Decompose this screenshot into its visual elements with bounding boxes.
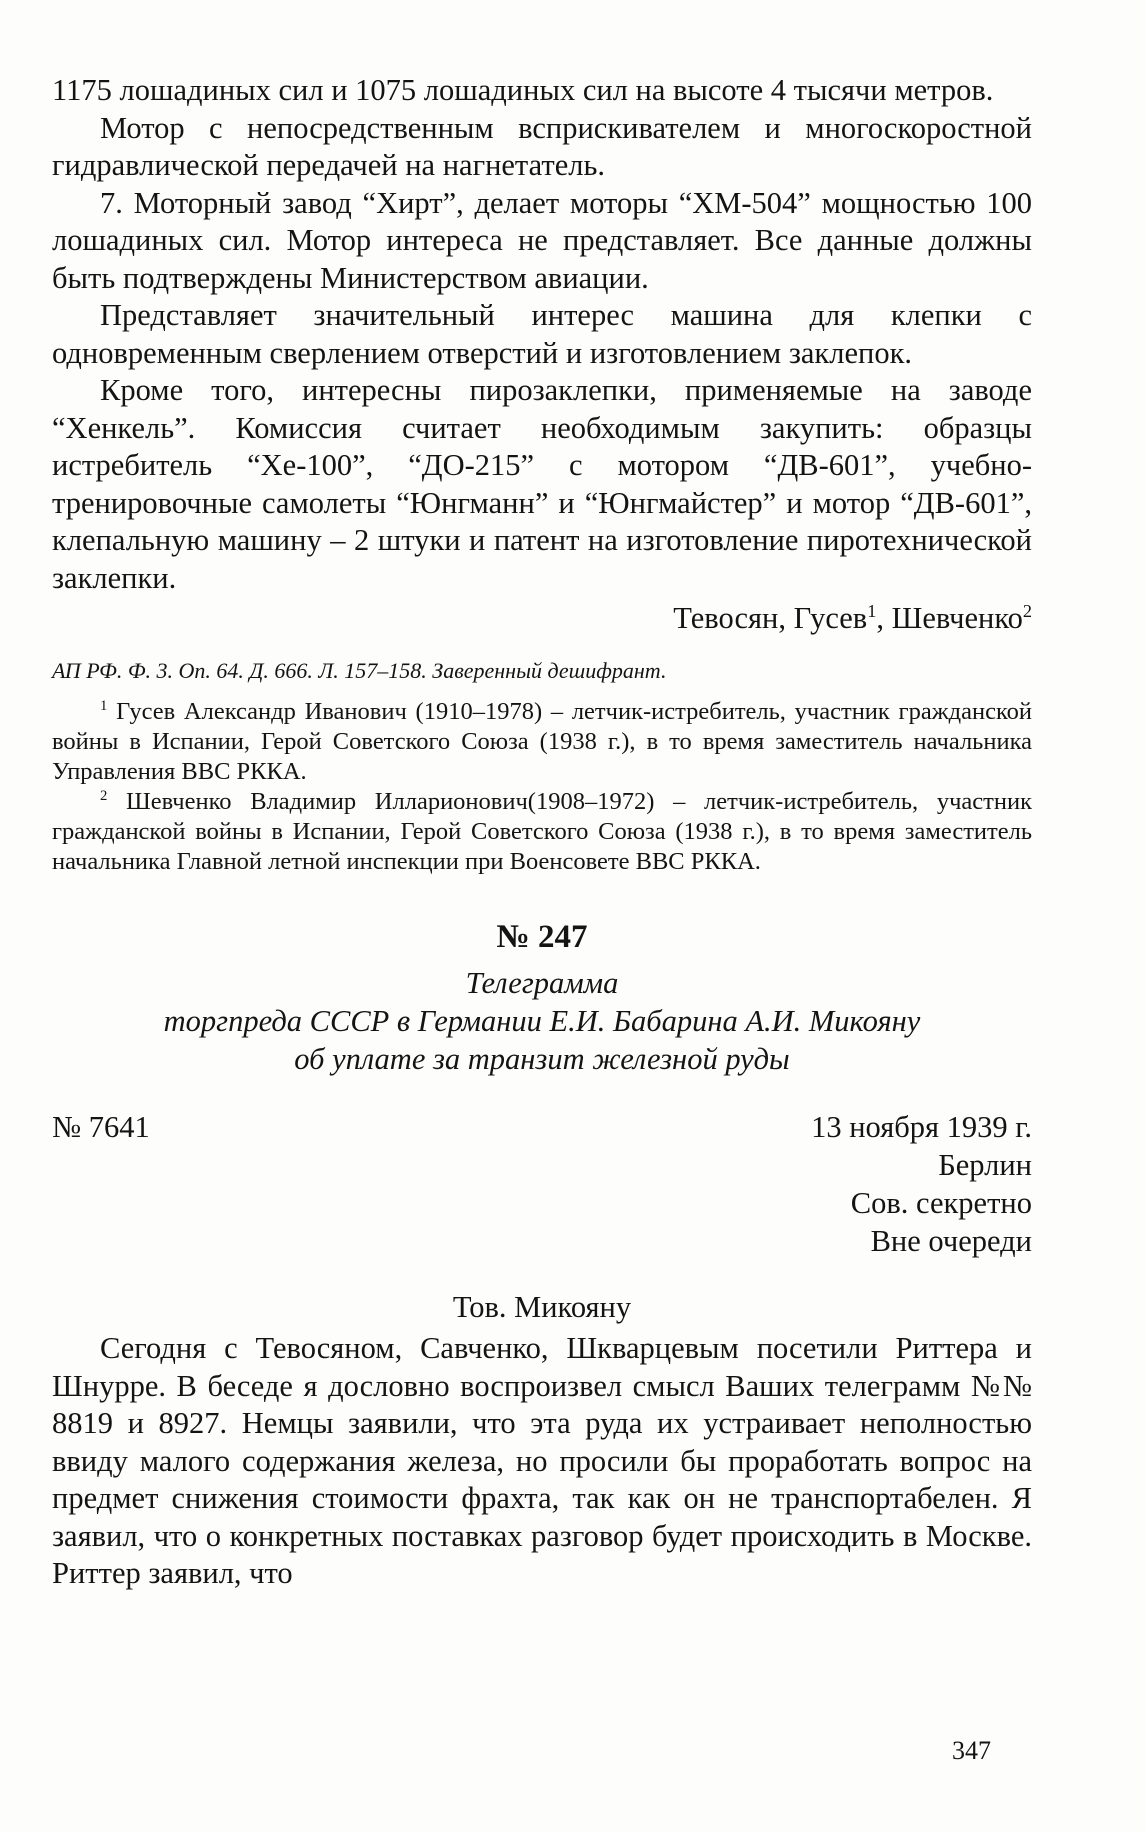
document-number: № 247 <box>496 919 588 955</box>
paragraph-5: Кроме того, интересны пирозаклепки, применяемые на заводе “Хенкель”. Комиссия считает необходимым закупить: образцы истребитель “Хе-100”, “ДО-215” с мотором “ДВ-601”, учебно-тренировочные самолеты “Юнгманн” и “Юнгмайстер” и мотор “ДВ-601”, клепальную машину – 2 штуки и патент на изготовление пиротехнической заклепки. <box>52 373 1032 595</box>
paragraph-3: 7. Моторный завод “Хирт”, делает моторы “ХМ-504” мощностью 100 лошадиных сил. Мотор интереса не представляет. Все данные должны быть подтверждены Министерством авиации. <box>52 185 1032 295</box>
top-section <box>52 72 1032 597</box>
priority: Вне очереди <box>870 1224 1032 1258</box>
signature-part-2: , Шевченко <box>876 601 1023 635</box>
footnote-2-mark: 2 <box>100 787 108 804</box>
paragraph-2: Мотор с непосредственным всприскивателем и многоскоростной гидравлической передачей на нагнетатель. <box>52 110 1032 182</box>
telegram-body <box>52 1330 1032 1593</box>
footnote-1 <box>52 697 1032 787</box>
footnotes <box>52 697 1032 877</box>
header-block <box>52 1146 1032 1260</box>
document-date: 13 ноября 1939 г. <box>811 1110 1032 1144</box>
telegram-body-text: Сегодня с Тевосяном, Савченко, Шкварцевым посетили Риттера и Шнурре. В беседе я дословно воспроизвел смысл Ваших телеграмм №№ 8819 и 8927. Немцы заявили, что эта руда их устраивает неполностью ввиду малого содержания железа, но просили бы проработать вопрос на предмет снижения стоимости фрахта, так как он не транспортабелен. Я заявил, что о конкретных поставках разговор будет происходить в Москве. Риттер заявил, что <box>52 1331 1032 1590</box>
signature-footnote-mark-2: 2 <box>1022 600 1032 621</box>
classification: Сов. секретно <box>850 1186 1032 1220</box>
document-title <box>52 964 1032 1078</box>
document-title-line-1: Телеграмма <box>465 966 619 1000</box>
footnote-1-mark: 1 <box>100 697 108 714</box>
reference-number: № 7641 <box>52 1110 150 1144</box>
document-title-line-3: об уплате за транзит железной руды <box>294 1042 790 1076</box>
footnote-1-text: Гусев Александр Иванович (1910–1978) – летчик-истребитель, участник гражданской войны в Испании, Герой Советского Союза (1938 г.), в то время заместитель начальника Управления ВВС РККА. <box>52 698 1032 785</box>
page-content <box>52 72 1032 1593</box>
signature-line <box>52 599 1032 637</box>
paragraph-4: Представляет значительный интерес машина для клепки с одновременным сверлением отверстий и изготовлением заклепок. <box>52 298 1032 370</box>
signature-part-1: Тевосян, Гусев <box>673 601 868 635</box>
footnote-2 <box>52 787 1032 877</box>
page-number: 347 <box>952 1736 991 1765</box>
document-title-line-2: торгпреда СССР в Германии Е.И. Бабарина А.И. Микояну <box>163 1004 921 1038</box>
reference-date-row <box>52 1108 1032 1146</box>
footnote-2-text: Шевченко Владимир Илларионович(1908–1972) – летчик-истребитель, участник гражданской войны в Испании, Герой Советского Союза (1938 г.), в то время заместитель начальника Главной летной инспекции при Военсовете ВВС РККА. <box>52 788 1032 875</box>
paragraph-1: 1175 лошадиных сил и 1075 лошадиных сил на высоте 4 тысячи метров. <box>52 73 994 107</box>
signature-footnote-mark-1: 1 <box>867 600 877 621</box>
document-place: Берлин <box>938 1148 1032 1182</box>
archive-source-note: АП РФ. Ф. 3. Оп. 64. Д. 666. Л. 157–158. Заверенный дешифрант. <box>52 658 667 683</box>
addressee: Тов. Микояну <box>452 1290 632 1324</box>
